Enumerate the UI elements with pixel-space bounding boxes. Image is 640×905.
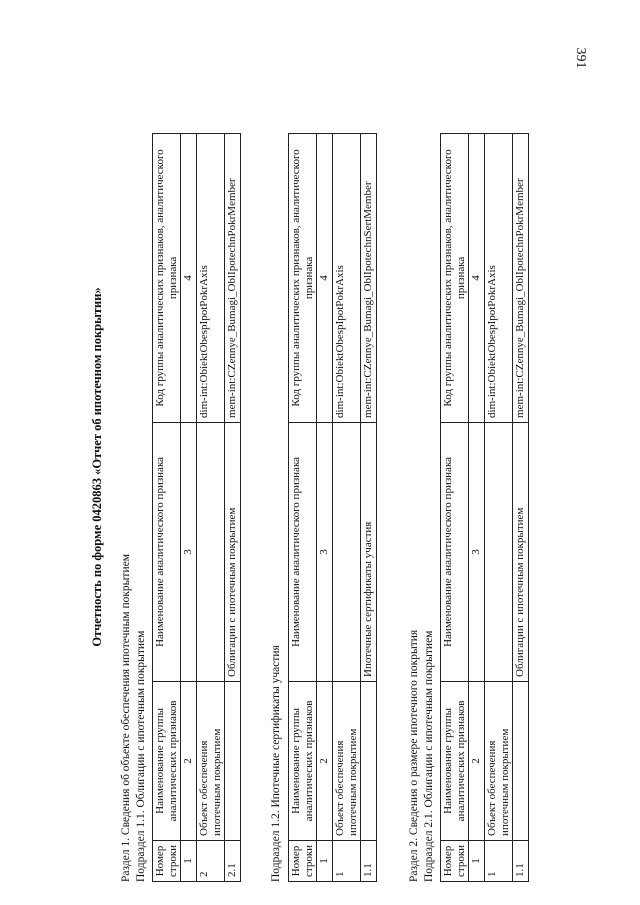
number-cell: 3 — [181, 422, 197, 681]
row-number: 1.1 — [513, 840, 529, 881]
row-group: Объект обеспечения ипотечным покрытием — [196, 681, 224, 840]
row-attr — [332, 422, 360, 681]
row-group — [361, 681, 377, 840]
table-row — [332, 133, 360, 881]
table-number-row — [469, 133, 485, 881]
table-header-row — [153, 133, 181, 881]
number-cell: 1 — [317, 840, 333, 881]
number-cell: 2 — [469, 681, 485, 840]
table-header-row — [289, 133, 317, 881]
number-cell: 2 — [181, 681, 197, 840]
header-cell: Наименование группы аналитических признаков — [153, 681, 181, 840]
row-code: dim-int:ObiektObespIpotPokrAxis — [332, 133, 360, 422]
header-cell: Наименование аналитического признака — [441, 422, 469, 681]
number-cell: 4 — [181, 133, 197, 422]
table-row — [225, 133, 241, 881]
row-attr — [484, 422, 512, 681]
row-code: mem-int:CZennye_Bumagi_OblIpotechnPokrMember — [225, 133, 241, 422]
table-subsection-1-2 — [288, 133, 377, 882]
subsection-1-1-title: Подраздел 1.1. Облигации с ипотечным покрытием — [135, 630, 147, 882]
row-code: dim-int:ObiektObespIpotPokrAxis — [196, 133, 224, 422]
subsection-1-2-title: Подраздел 1.2. Ипотечные сертификаты участия — [270, 645, 282, 882]
header-cell: Номер строки — [441, 840, 469, 881]
header-cell: Код группы аналитических признаков, аналитического признака — [153, 133, 181, 422]
document-title: Отчетность по форме 0420863 «Отчет об ипотечном покрытии» — [90, 287, 104, 647]
row-code: mem-int:CZennye_Bumagi_OblIpotechnSertMember — [361, 133, 377, 422]
subsection-2-1-title: Подраздел 2.1. Облигации с ипотечным покрытием — [423, 630, 435, 882]
table-subsection-2-1 — [440, 133, 529, 882]
row-group — [513, 681, 529, 840]
number-cell: 3 — [317, 422, 333, 681]
row-group — [225, 681, 241, 840]
rotated-document-content — [90, 52, 560, 882]
table-subsection-1-1 — [152, 133, 241, 882]
header-cell: Наименование группы аналитических признаков — [441, 681, 469, 840]
row-number: 1 — [332, 840, 360, 881]
row-number: 2.1 — [225, 840, 241, 881]
header-cell: Код группы аналитических признаков, аналитического признака — [289, 133, 317, 422]
number-cell: 4 — [469, 133, 485, 422]
row-code: mem-int:CZennye_Bumagi_OblIpotechnPokrMember — [513, 133, 529, 422]
number-cell: 2 — [317, 681, 333, 840]
table-number-row — [181, 133, 197, 881]
header-cell: Номер строки — [289, 840, 317, 881]
header-cell: Наименование аналитического признака — [289, 422, 317, 681]
row-number: 2 — [196, 840, 224, 881]
table-header-row — [441, 133, 469, 881]
row-attr: Ипотечные сертификаты участия — [361, 422, 377, 681]
table-row — [361, 133, 377, 881]
table-row — [196, 133, 224, 881]
row-group: Объект обеспечения ипотечным покрытием — [332, 681, 360, 840]
section-2-title: Раздел 2. Сведения о размере ипотечного покрытия — [408, 629, 420, 882]
header-cell: Наименование аналитического признака — [153, 422, 181, 681]
header-cell: Номер строки — [153, 840, 181, 881]
row-number: 1 — [484, 840, 512, 881]
row-attr — [196, 422, 224, 681]
section-1-title: Раздел 1. Сведения об объекте обеспечения ипотечным покрытием — [120, 554, 132, 882]
table-row — [513, 133, 529, 881]
number-cell: 1 — [469, 840, 485, 881]
row-code: dim-int:ObiektObespIpotPokrAxis — [484, 133, 512, 422]
row-attr: Облигации с ипотечным покрытием — [225, 422, 241, 681]
header-cell: Наименование группы аналитических признаков — [289, 681, 317, 840]
number-cell: 3 — [469, 422, 485, 681]
row-group: Объект обеспечения ипотечным покрытием — [484, 681, 512, 840]
number-cell: 1 — [181, 840, 197, 881]
row-attr: Облигации с ипотечным покрытием — [513, 422, 529, 681]
table-number-row — [317, 133, 333, 881]
number-cell: 4 — [317, 133, 333, 422]
header-cell: Код группы аналитических признаков, аналитического признака — [441, 133, 469, 422]
table-row — [484, 133, 512, 881]
page-number: 391 — [573, 47, 588, 69]
row-number: 1.1 — [361, 840, 377, 881]
